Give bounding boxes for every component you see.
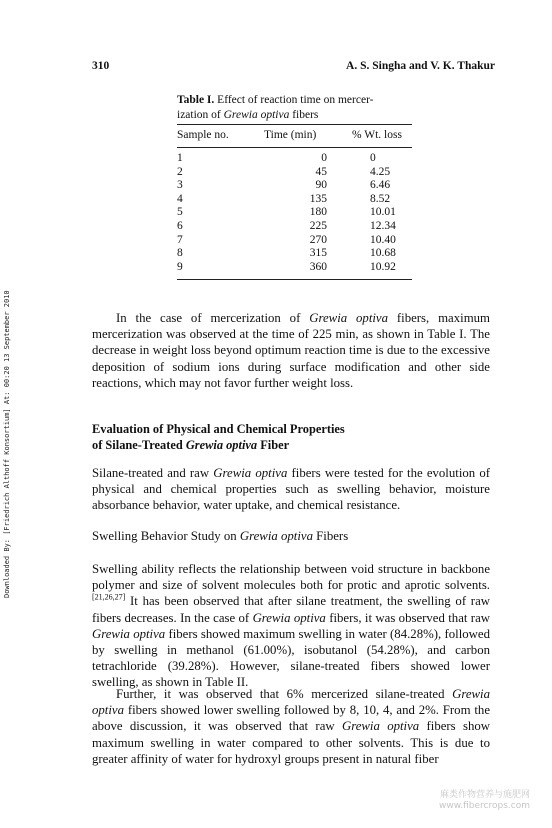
- table-row: [177, 247, 412, 261]
- table-row: [177, 261, 412, 275]
- p3-species-1: Grewia optiva: [252, 610, 326, 625]
- table-cell-wt-loss: 8.52: [370, 192, 391, 205]
- table-row: [177, 193, 412, 207]
- table-row: [177, 234, 412, 248]
- p2-species: Grewia optiva: [213, 466, 288, 480]
- table-cell-time: 45: [315, 165, 327, 178]
- table-cell-wt-loss: 4.25: [370, 165, 391, 178]
- column-header-wt-loss: % Wt. loss: [352, 129, 402, 141]
- table-header-rule: [177, 147, 412, 148]
- table-cell-time: 315: [309, 247, 327, 260]
- table-top-rule: [177, 124, 412, 125]
- subheading-a: Swelling Behavior Study on: [92, 529, 240, 543]
- p4-a: Further, it was observed that 6% mercerized silane-treated: [116, 687, 453, 701]
- table-cell-time: 0: [321, 152, 327, 164]
- table-caption: [177, 93, 417, 122]
- table-cell-time: 180: [309, 206, 327, 219]
- p3-f: fibers showed maximum swelling in water (84.28%), followed by swelling in methanol (61.00%), isobutanol (54.28%), and carbon tetrachloride (39.28%). However, silane-treated fibers showed lower swelling, as shown in Table II.: [92, 626, 490, 690]
- table-row: [177, 166, 412, 180]
- column-header-sample: Sample no.: [177, 129, 229, 141]
- p4-species-1b: optiva: [92, 703, 124, 718]
- table-cell-time: 135: [309, 192, 327, 205]
- table-cell-sample: 1: [177, 152, 183, 164]
- table-cell-sample: 8: [177, 247, 183, 260]
- table-row: [177, 179, 412, 193]
- table-caption-species: Grewia optiva: [223, 108, 290, 121]
- section-heading-line2c: Fiber: [257, 438, 290, 452]
- paragraph-mercerization: [92, 310, 490, 391]
- paragraph-swelling: [92, 561, 490, 691]
- p4-species-1a: Grewia: [452, 687, 490, 701]
- page-number: 310: [92, 60, 110, 72]
- table-cell-wt-loss: 10.01: [370, 206, 396, 219]
- p4-d: fibers showed lower swelling followed by 8, 10, 4, and 2%. From the above discussion, it was observed that raw: [92, 703, 490, 734]
- column-header-time: Time (min): [264, 129, 317, 141]
- table-cell-wt-loss: 10.92: [370, 260, 396, 273]
- running-head: A. S. Singha and V. K. Thakur: [346, 60, 495, 72]
- table-row: [177, 152, 412, 166]
- table-cell-sample: 4: [177, 192, 183, 205]
- table-bottom-rule: [177, 279, 412, 280]
- table-cell-sample: 5: [177, 206, 183, 219]
- table-row: [177, 206, 412, 220]
- p1-species: Grewia optiva: [309, 311, 389, 325]
- table-cell-sample: 6: [177, 220, 183, 232]
- section-heading: [92, 421, 345, 453]
- table-cell-time: 360: [309, 260, 327, 273]
- p1-b: fibers, maximum: [388, 311, 490, 325]
- table-cell-time: 90: [315, 179, 327, 192]
- table-cell-wt-loss: 6.46: [370, 179, 391, 192]
- table-cell-wt-loss: 10.40: [370, 233, 396, 246]
- table-cell-wt-loss: 10.68: [370, 247, 396, 260]
- p3-a: Swelling ability reflects the relationship between void structure in backbone polymer and size of solvent molecules both for protic and aprotic solvents.: [92, 562, 490, 593]
- section-heading-line2a: of Silane-Treated: [92, 438, 186, 452]
- p1-a: In the case of mercerization of: [116, 311, 310, 325]
- table-caption-tail: fibers: [292, 108, 319, 121]
- table-cell-wt-loss: 12.34: [370, 220, 396, 232]
- paragraph-further: [92, 686, 490, 767]
- table-caption-label: Table I.: [177, 94, 215, 106]
- section-heading-line1: Evaluation of Physical and Chemical Properties: [92, 422, 345, 436]
- table-cell-sample: 7: [177, 233, 183, 246]
- paragraph-intro: [92, 465, 490, 514]
- table-cell-sample: 3: [177, 179, 183, 192]
- p2-a: Silane-treated and raw: [92, 466, 214, 480]
- p3-d: fibers, it was observed that raw: [325, 610, 490, 625]
- table-cell-time: 270: [309, 233, 327, 246]
- p3-species-2: Grewia optiva: [92, 626, 166, 641]
- watermark-line1: 麻类作物营养与施肥网: [439, 790, 530, 800]
- subheading-swelling: [92, 529, 348, 544]
- p2-c: fibers were tested for the evolution of physical and chemical properties such as swelling behavior, moisture absorbance behavior, water uptake, and chemical resistance.: [92, 466, 491, 513]
- p4-f: fibers show maximum swelling in water compared to other solvents. This is due to greater affinity of water for hydroxyl groups present in natural fiber: [92, 719, 490, 766]
- table-row: [177, 220, 412, 234]
- section-heading-species: Grewia optiva: [185, 438, 258, 452]
- table-caption-text-2: ization of: [177, 108, 221, 121]
- table-cell-time: 225: [309, 220, 327, 232]
- table-caption-text: Effect of reaction time on mercer-: [217, 94, 374, 106]
- table-cell-sample: 9: [177, 260, 183, 273]
- table-cell-sample: 2: [177, 165, 183, 178]
- p4-species-2: Grewia optiva: [341, 719, 420, 734]
- subheading-c: Fibers: [312, 529, 349, 543]
- site-watermark: [439, 790, 530, 812]
- download-side-note: Downloaded By: [Friedrich Althoff Konsortium] At: 00:20 13 September 2010: [3, 290, 11, 598]
- subheading-species: Grewia optiva: [239, 529, 313, 543]
- p3-citation: [21,26,27]: [92, 593, 126, 603]
- table-cell-wt-loss: 0: [370, 152, 376, 164]
- p1-rest: mercerization was observed at the time of 225 min, as shown in Table I. The decrease in weight loss beyond optimum reaction time is due to the excessive deposition of sodium ions during surface modification and other side reactions, which may not favor further weight loss.: [92, 327, 490, 390]
- p3-b: It has been observed that after silane treatment, the swelling of raw fibers decreases. In the case of: [92, 594, 490, 625]
- watermark-line2: www.fibercrops.com: [439, 801, 530, 811]
